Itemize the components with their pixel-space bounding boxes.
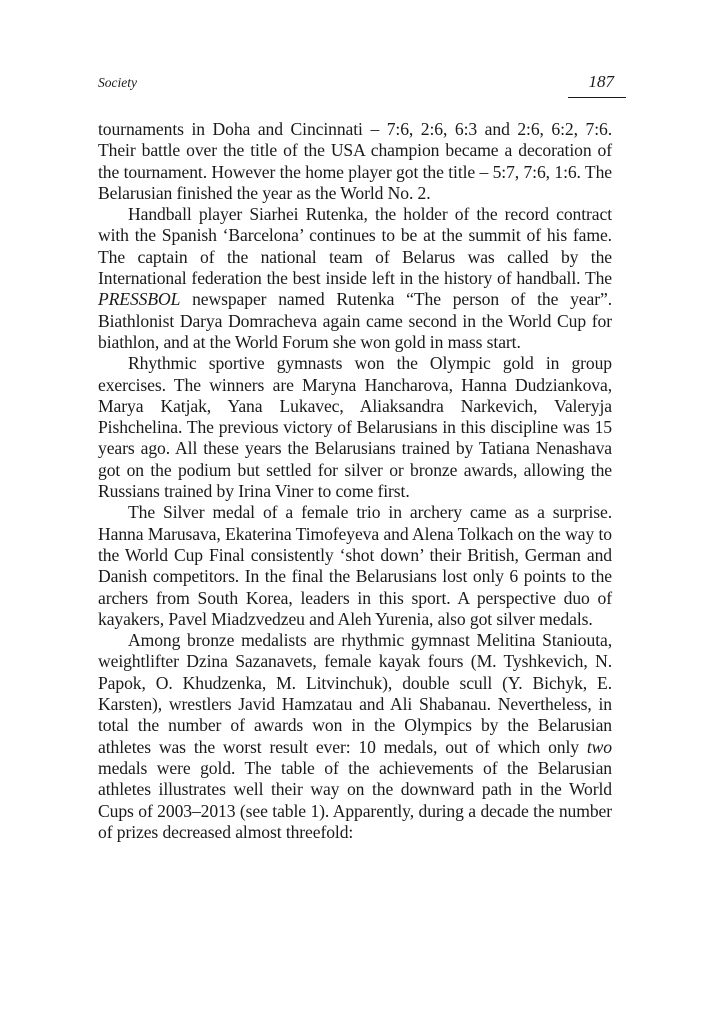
header-rule [568, 97, 626, 98]
paragraph-text: medals were gold. The table of the achievements of the Belarusian athletes illustrates well their way on the downward path in the World Cups of 2003–2013 (see table 1). Apparently, during a decade the number of prizes decreased almost threefold: [98, 757, 612, 842]
paragraph-text: The Silver medal of a female trio in archery came as a surprise. Hanna Marusava, Ekaterina Timofeyeva and Alena Tolkach on the way to the World Cup Final consistently ‘shot down’ their British, German and Danish competitors. In the final the Belarusians lost only 6 points to the archers from South Korea, leaders in this sport. A perspective duo of kayakers, Pavel Miadzvedzeu and Aleh Yurenia, also got silver medals. [98, 502, 612, 629]
italic-text: two [586, 736, 612, 757]
paragraph-text: Handball player Siarhei Rutenka, the holder of the record contract with the Spanish ‘Barcelona’ continues to be at the summit of his fame. The captain of the national team of Belarus was called by the International federation the best inside left in the history of handball. The [98, 204, 612, 289]
paragraph [98, 502, 612, 630]
paragraph [98, 630, 612, 843]
paragraph-text: Rhythmic sportive gymnasts won the Olympic gold in group exercises. The winners are Maryna Hancharova, Hanna Dudziankova, Marya Katjak, Yana Lukavec, Aliaksandra Narkevich, Valeryja Pishchelina. The previous victory of Belarusians in this discipline was 15 years ago. All these years the Belarusians trained by Tatiana Nenashava got on the podium but settled for silver or bronze awards, allowing the Russians trained by Irina Viner to come first. [98, 353, 612, 502]
running-head [98, 72, 626, 98]
paragraph-text: newspaper named Rutenka “The person of the year”. Biathlonist Darya Domracheva again came second in the World Cup for biathlon, and at the World Forum she won gold in mass start. [98, 289, 612, 352]
paragraph-text: tournaments in Doha and Cincinnati – 7:6, 2:6, 6:3 and 2:6, 6:2, 7:6. Their battle over the title of the USA champion became a decoration of the tournament. However the home player got the title – 5:7, 7:6, 1:6. The Belarusian finished the year as the World No. 2. [98, 119, 612, 203]
section-title: Society [98, 75, 137, 90]
paragraph-text: Among bronze medalists are rhythmic gymnast Melitina Staniouta, weightlifter Dzina Sazanavets, female kayak fours (M. Tyshkevich, N. Papok, O. Khudzenka, M. Litvinchuk), double scull (Y. Bichyk, E. Karsten), wrestlers Javid Hamzatau and Ali Shabanau. Nevertheless, in total the number of awards won in the Olympics by the Belarusian athletes was the worst result ever: 10 medals, out of which only [98, 630, 612, 757]
paragraph [98, 204, 612, 353]
paragraph [98, 353, 612, 502]
page-number: 187 [588, 72, 614, 91]
paragraph [98, 119, 612, 204]
italic-text: PRESSBOL [98, 289, 181, 310]
body-text [98, 119, 612, 843]
